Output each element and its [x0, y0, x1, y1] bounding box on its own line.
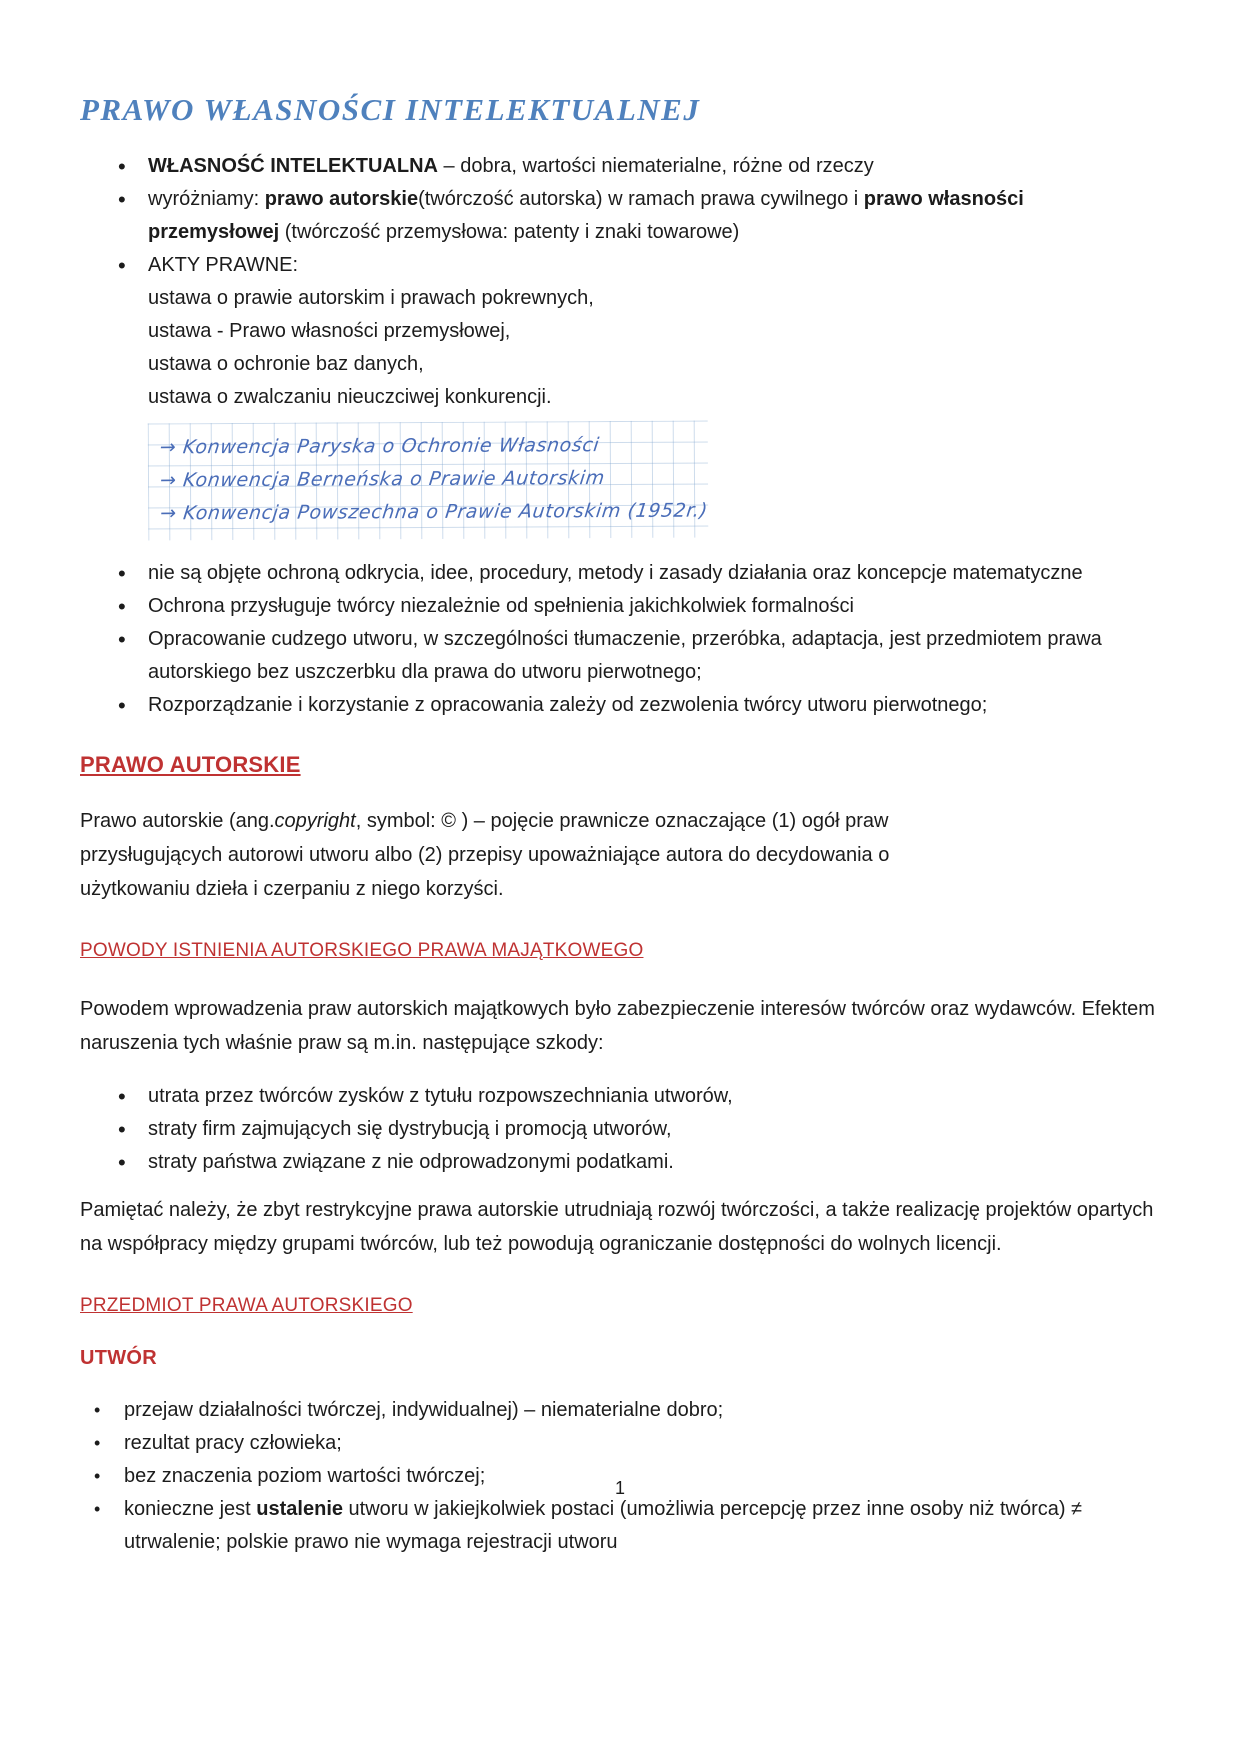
- powody-intro-paragraph: Powodem wprowadzenia praw autorskich majątkowych było zabezpieczenie interesów twórców oraz wydawców. Efektem naruszenia tych właśnie praw są m.in. następujące szkody:: [80, 998, 1155, 1054]
- text-segment: prawo własności przemysłowej: [148, 188, 1024, 243]
- sub-line: ustawa o ochronie baz danych,: [148, 353, 424, 375]
- text-segment: → Konwencja Powszechna o Prawie Autorskim (1952r.): [158, 499, 710, 525]
- handwritten-notes-block: [148, 421, 709, 541]
- text-segment: prawo autorskie: [264, 188, 419, 210]
- text-segment: rezultat pracy człowieka;: [124, 1432, 342, 1454]
- sub-line: ustawa - Prawo własności przemysłowej,: [148, 320, 511, 342]
- text-segment: copyright: [274, 810, 356, 832]
- text-segment: → Konwencja Berneńska o Prawie Autorskim: [158, 467, 607, 492]
- bullet-item: [80, 689, 1160, 722]
- section-heading-prawo-autorskie: PRAWO AUTORSKIE: [80, 752, 301, 777]
- bullet-item: [80, 1080, 1160, 1113]
- bullet-item: [80, 590, 1160, 623]
- bullet-item: [80, 1146, 1160, 1179]
- document-title: PRAWO WŁASNOŚCI INTELEKTUALNEJ: [80, 92, 701, 127]
- bullet-item: [80, 249, 1160, 414]
- utwor-bullet-list: [80, 1394, 1160, 1559]
- text-segment: Opracowanie cudzego utworu, w szczególności tłumaczenie, przeróbka, adaptacja, jest przedmiotem prawa autorskiego bez uszczerbku dla prawa do utworu pierwotnego;: [148, 628, 1102, 683]
- bullet-item: [80, 623, 1160, 689]
- sub-line: ustawa o zwalczaniu nieuczciwej konkurencji.: [148, 386, 552, 408]
- text-segment: WŁASNOŚĆ INTELEKTUALNA: [148, 155, 438, 177]
- text-segment: straty państwa związane z nie odprowadzonymi podatkami.: [148, 1151, 674, 1173]
- copyright-definition-paragraph: [80, 804, 930, 906]
- text-segment: utrata przez twórców zysków z tytułu rozpowszechniania utworów,: [148, 1085, 733, 1107]
- bullet-item: [80, 1394, 1160, 1427]
- powody-closing-paragraph: Pamiętać należy, że zbyt restrykcyjne prawa autorskie utrudniają rozwój twórczości, a także realizację projektów opartych na współpracy między grupami twórców, lub też powodują ograniczanie dostępności do wolnych licencji.: [80, 1199, 1154, 1255]
- page-number: 1: [614, 1478, 625, 1498]
- intro-bullet-list-a: [80, 150, 1160, 414]
- text-segment: Prawo autorskie (ang.: [80, 810, 275, 832]
- text-segment: Ochrona przysługuje twórcy niezależnie od spełnienia jakichkolwiek formalności: [148, 595, 854, 617]
- text-segment: , symbol: © ) – pojęcie prawnicze oznaczające (1) ogół praw przysługujących autorowi utworu albo (2) przepisy upoważniające autora do decydowania o użytkowaniu dzieła i czerpaniu z niego korzyści.: [80, 810, 890, 900]
- sub-line: ustawa o prawie autorskim i prawach pokrewnych,: [148, 287, 594, 309]
- text-segment: utworu w jakiejkolwiek postaci (umożliwia percepcję przez inne osoby niż twórca) ≠ utrwalenie; polskie prawo nie wymaga rejestracji utworu: [124, 1498, 1083, 1553]
- handwritten-note-line: [158, 495, 710, 531]
- bullet-item: [80, 557, 1160, 590]
- section-heading-powody: POWODY ISTNIENIA AUTORSKIEGO PRAWA MAJĄTKOWEGO: [80, 940, 644, 961]
- handwritten-note-line: [158, 462, 698, 498]
- text-segment: – dobra, wartości niematerialne, różne od rzeczy: [437, 155, 874, 177]
- text-segment: straty firm zajmujących się dystrybucją i promocją utworów,: [148, 1118, 672, 1140]
- powody-bullet-list: [80, 1080, 1160, 1179]
- section-heading-przedmiot: PRZEDMIOT PRAWA AUTORSKIEGO: [80, 1295, 413, 1316]
- text-segment: bez znaczenia poziom wartości twórczej;: [124, 1465, 486, 1487]
- text-segment: → Konwencja Paryska o Ochronie Własności: [158, 434, 601, 459]
- text-segment: wyróżniamy:: [148, 188, 265, 210]
- text-segment: (twórczość przemysłowa: patenty i znaki towarowe): [279, 221, 740, 243]
- bullet-item: [80, 150, 1160, 183]
- text-segment: (twórczość autorska) w ramach prawa cywilnego i: [418, 188, 864, 210]
- bullet-item: [80, 183, 1160, 249]
- text-segment: Rozporządzanie i korzystanie z opracowania zależy od zezwolenia twórcy utworu pierwotnego;: [148, 694, 988, 716]
- intro-bullet-list-b: [80, 557, 1160, 722]
- text-segment: AKTY PRAWNE:: [148, 254, 299, 276]
- text-segment: ustalenie: [256, 1498, 343, 1520]
- text-segment: nie są objęte ochroną odkrycia, idee, procedury, metody i zasady działania oraz koncepcje matematyczne: [148, 562, 1083, 584]
- bullet-item: [80, 1427, 1160, 1460]
- handwritten-note-line: [158, 429, 698, 465]
- text-segment: przejaw działalności twórczej, indywidualnej) – niematerialne dobro;: [124, 1399, 724, 1421]
- bullet-item: [80, 1493, 1160, 1559]
- text-segment: konieczne jest: [124, 1498, 257, 1520]
- section-heading-utwor: UTWÓR: [80, 1347, 158, 1369]
- bullet-item: [80, 1113, 1160, 1146]
